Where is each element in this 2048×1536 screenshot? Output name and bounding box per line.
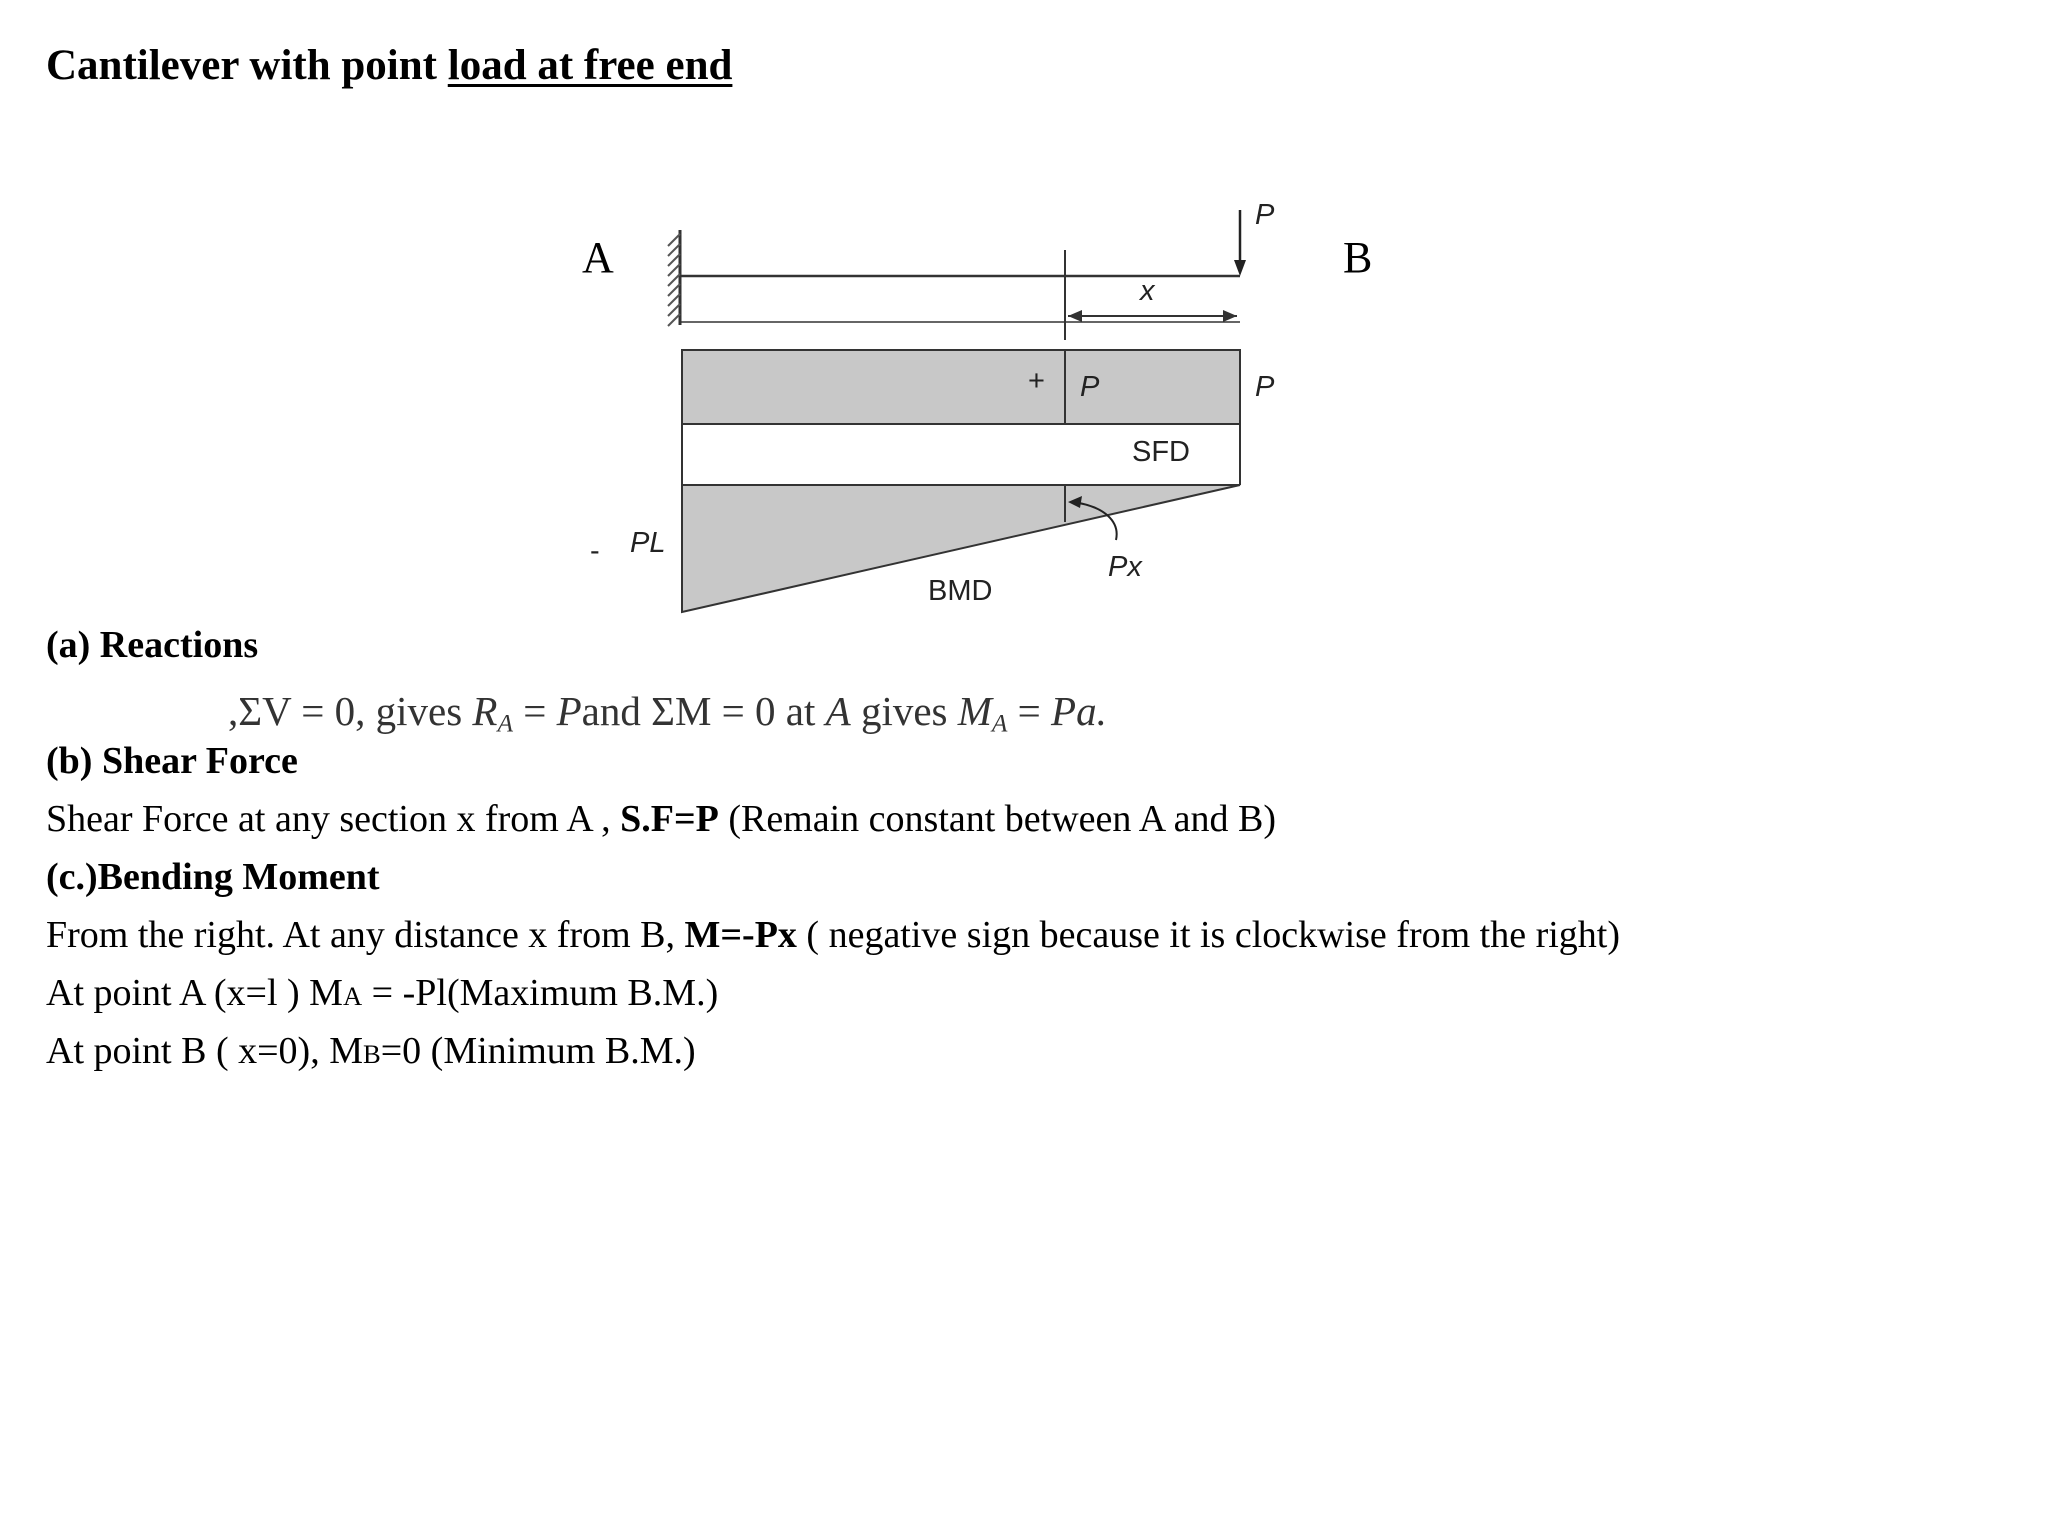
load-p-label: P	[1255, 199, 1275, 231]
formula-part1: ΣV = 0, gives	[238, 688, 473, 734]
formula-p: P	[556, 688, 582, 734]
bending-line1-start: From the right. At any distance x from B,	[46, 914, 685, 956]
shear-line-end: (Remain constant between A and B)	[718, 798, 1277, 840]
formula-ma-sub: A	[991, 709, 1008, 738]
bending-line1-end: ( negative sign because it is clockwise from the right)	[796, 914, 1621, 956]
formula-lead: ,	[228, 688, 239, 734]
bending-line-3	[46, 1028, 696, 1077]
bending-line-1	[46, 912, 1620, 958]
shear-line-start: Shear Force at any section x from A ,	[46, 798, 621, 840]
bending-line2-end: = -Pl(Maximum B.M.)	[362, 972, 719, 1014]
bmd-px-label: Px	[1108, 551, 1142, 583]
title-underlined: load at free end	[447, 42, 733, 89]
point-b-label: B	[1343, 233, 1373, 282]
formula-ra-sub: A	[497, 709, 513, 738]
reactions-heading: (a) Reactions	[46, 624, 259, 666]
bmd-pl-label: PL	[630, 527, 666, 559]
bending-heading: (c.)Bending Moment	[46, 856, 380, 898]
formula-ra: R	[472, 688, 498, 734]
bending-line2-start: At point A (x=l ) M	[46, 972, 343, 1014]
shear-line-bold: S.F=P	[620, 798, 719, 840]
formula-a: A	[825, 688, 851, 734]
bending-line2-sub: A	[342, 981, 363, 1011]
formula-part3: and ΣM = 0 at	[581, 688, 826, 734]
page-title	[46, 40, 732, 92]
title-plain: Cantilever with point	[46, 42, 448, 89]
load-arrow	[1234, 210, 1246, 276]
formula-part2: =	[512, 688, 557, 734]
shear-heading: (b) Shear Force	[46, 740, 298, 782]
sfd-p-end-label: P	[1255, 371, 1275, 403]
sfd-area	[682, 350, 1240, 424]
bending-line3-sub: B	[363, 1039, 381, 1069]
formula-part5: =	[1007, 688, 1052, 734]
bending-line3-start: At point B ( x=0), M	[46, 1030, 363, 1072]
bmd-caption: BMD	[928, 575, 993, 607]
bending-line1-bold: M=-Px	[684, 914, 797, 956]
bending-line3-end: =0 (Minimum B.M.)	[380, 1030, 696, 1072]
bending-line-2	[46, 970, 718, 1019]
sfd-plus-sign: +	[1028, 365, 1045, 397]
cantilever-diagram-svg	[560, 190, 1380, 630]
bmd-minus-sign: -	[590, 535, 600, 567]
cantilever-diagram	[560, 190, 1380, 630]
formula-ma: M	[957, 688, 992, 734]
sfd-p-section-label: P	[1080, 371, 1100, 403]
dimension-x-label: x	[1140, 275, 1155, 307]
sfd-caption: SFD	[1132, 436, 1190, 468]
point-a-label: A	[582, 233, 614, 282]
fixed-support	[668, 230, 680, 326]
shear-line	[46, 796, 1276, 842]
formula-part4: gives	[850, 688, 958, 734]
formula-pa: Pa.	[1051, 688, 1107, 734]
reactions-formula	[228, 686, 1107, 748]
